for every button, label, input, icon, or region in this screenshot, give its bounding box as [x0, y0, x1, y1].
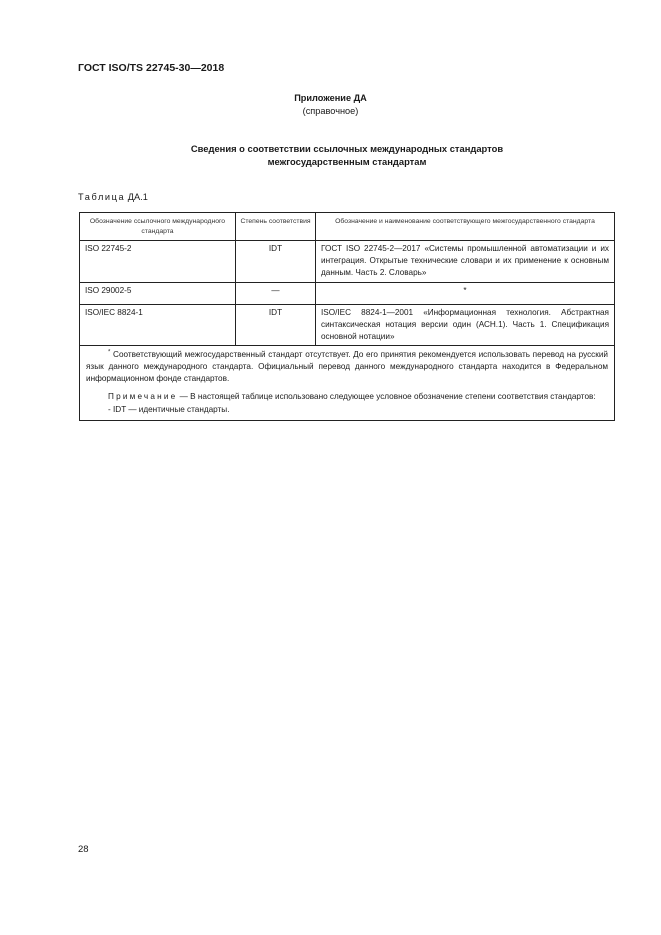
- section-title-line1: Сведения о соответствии ссылочных международных стандартов: [190, 143, 504, 154]
- section-title: [0, 142, 661, 168]
- section-title-line2: межгосударственным стандартам: [267, 156, 427, 167]
- cell-degree: —: [236, 283, 316, 305]
- footnote: [86, 349, 608, 386]
- cell-national: ГОСТ ISO 22745-2—2017 «Системы промышленной автоматизации и их интеграция. Открытые технические словари и их применение к основным данным. Часть 2. Словарь»: [316, 241, 615, 283]
- table-caption: [78, 192, 148, 202]
- table-header-row: [80, 213, 615, 241]
- appendix-heading: [0, 92, 661, 118]
- appendix-subtitle: (справочное): [302, 106, 359, 116]
- page-number: 28: [78, 844, 89, 855]
- note-label: Примечание: [108, 392, 178, 402]
- cell-national: ISO/IEC 8824-1—2001 «Информационная технология. Абстрактная синтаксическая нотация версии один (АСН.1). Часть 1. Спецификация основной нотации»: [316, 305, 615, 345]
- note-text: — В настоящей таблице использовано следующее условное обозначение степени соответствия стандартов:: [179, 392, 596, 402]
- cell-ref: ISO 29002-5: [80, 283, 236, 305]
- note: [86, 391, 608, 403]
- note-item: - IDT — идентичные стандарты.: [108, 404, 230, 414]
- cell-ref: ISO 22745-2: [80, 241, 236, 283]
- table-row: [80, 241, 615, 283]
- cell-national: *: [316, 283, 615, 305]
- document-code: ГОСТ ISO/TS 22745-30—2018: [78, 62, 225, 74]
- table-notes-row: [80, 345, 615, 420]
- cell-ref: ISO/IEC 8824-1: [80, 305, 236, 345]
- correspondence-table: [79, 212, 615, 421]
- cell-degree: IDT: [236, 241, 316, 283]
- header-ref-standard: Обозначение ссылочного международного стандарта: [80, 213, 236, 241]
- correspondence-table-wrapper: [79, 212, 614, 421]
- header-degree: Степень соответствия: [236, 213, 316, 241]
- footnote-mark: *: [108, 348, 111, 355]
- header-national-standard: Обозначение и наименование соответствующего межгосударственного стандарта: [316, 213, 615, 241]
- cell-degree: IDT: [236, 305, 316, 345]
- table-caption-word: Таблица: [78, 192, 126, 202]
- table-row: [80, 305, 615, 345]
- table-row: [80, 283, 615, 305]
- table-caption-number: ДА.1: [127, 192, 148, 202]
- table-notes: [80, 345, 615, 420]
- footnote-text: Соответствующий межгосударственный стандарт отсутствует. До его принятия рекомендуется использовать перевод на русский язык данного международного стандарта. Официальный перевод данного международного стандарта находится в Федеральном информационном фонде стандартов.: [86, 349, 609, 384]
- appendix-title: Приложение ДА: [294, 93, 367, 103]
